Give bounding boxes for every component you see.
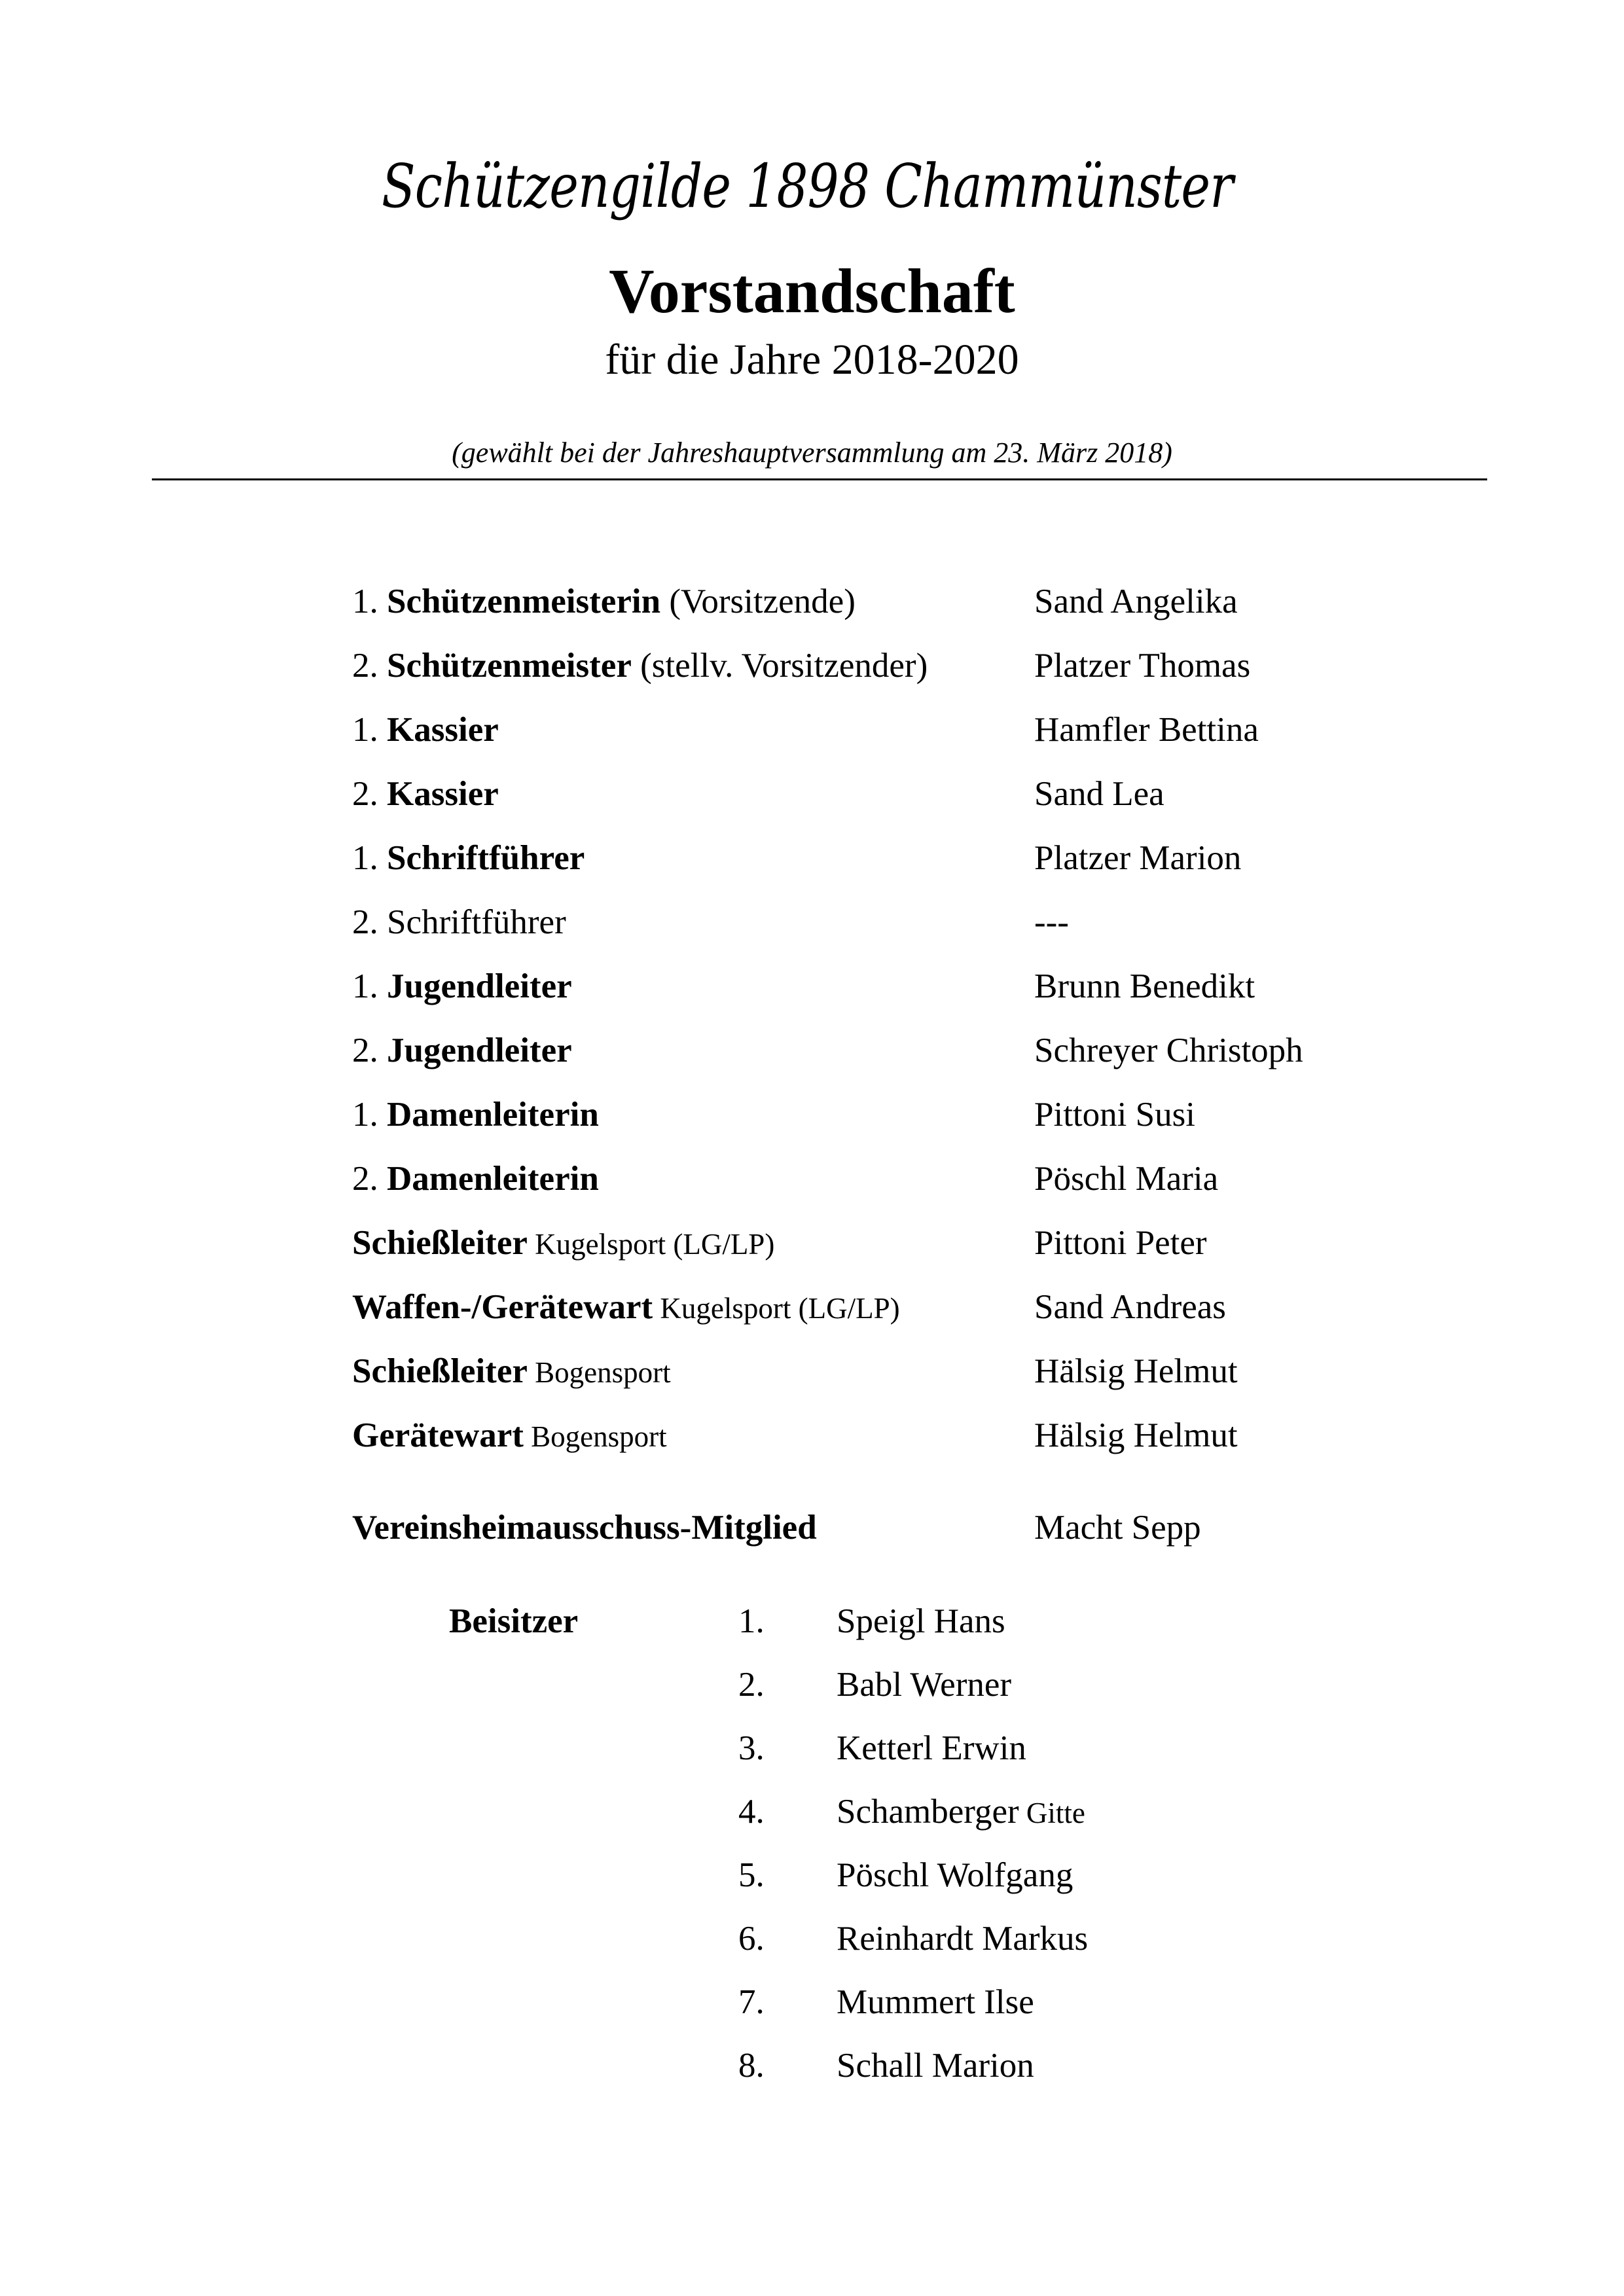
beisitzer-name-suffix: Gitte (1019, 1797, 1085, 1829)
beisitzer-name-main: Ketterl Erwin (837, 1729, 1026, 1767)
role-prefix: 2. (352, 647, 387, 685)
beisitzer-row-7 (738, 1970, 1393, 2034)
role-title: Schützenmeister (387, 647, 632, 685)
club-name: Schützengilde 1898 Chammünster (381, 151, 1233, 221)
board-row-10 (352, 1147, 1399, 1211)
board-row-13 (352, 1339, 1399, 1403)
beisitzer-name (837, 1907, 1088, 1972)
beisitzer-number: 2. (738, 1666, 765, 1704)
role-prefix: 2. (352, 1031, 387, 1069)
role-prefix: 1. (352, 967, 387, 1005)
board-row-7 (352, 954, 1399, 1018)
member-name: Schreyer Christoph (1034, 1031, 1303, 1069)
beisitzer-name-main: Schamberger (837, 1793, 1019, 1831)
board-row-11 (352, 1211, 1399, 1275)
election-note: (gewählt bei der Jahreshauptversammlung am 23. März 2018) (452, 437, 1172, 469)
beisitzer-name-main: Schall Marion (837, 2047, 1034, 2085)
beisitzer-number: 8. (738, 2047, 765, 2085)
beisitzer-label: Beisitzer (449, 1602, 579, 1640)
beisitzer-name-main: Mummert Ilse (837, 1983, 1034, 2021)
role-label (352, 569, 856, 634)
role-detail: Kugelsport (LG/LP) (653, 1292, 900, 1325)
role-title: Schützenmeisterin (387, 583, 661, 620)
board-row-14 (352, 1403, 1399, 1467)
board-row-12 (352, 1275, 1399, 1339)
beisitzer-name-main: Speigl Hans (837, 1602, 1005, 1640)
role-label (352, 1496, 817, 1560)
member-name: Platzer Marion (1034, 839, 1242, 877)
role-prefix: 2. (352, 1160, 387, 1198)
board-row-1 (352, 569, 1399, 634)
board-row-6 (352, 890, 1399, 954)
role-label (352, 1211, 774, 1276)
role-label (352, 1403, 667, 1469)
member-name: --- (1034, 903, 1069, 941)
beisitzer-name (837, 1716, 1026, 1782)
role-title: Kassier (387, 775, 499, 813)
role-title: Schießleiter (352, 1224, 528, 1262)
beisitzer-name (837, 1780, 1085, 1845)
beisitzer-name-main: Babl Werner (837, 1666, 1012, 1704)
role-label (352, 1275, 900, 1340)
role-title: Jugendleiter (387, 1031, 572, 1069)
role-detail: Bogensport (523, 1420, 667, 1453)
board-row-15 (352, 1496, 1399, 1560)
beisitzer-list (738, 1589, 1393, 2097)
beisitzer-number: 6. (738, 1920, 765, 1958)
role-label (352, 954, 572, 1018)
member-name: Platzer Thomas (1034, 647, 1251, 685)
member-name: Pöschl Maria (1034, 1160, 1219, 1198)
role-title: Damenleiterin (387, 1096, 599, 1134)
role-label (352, 762, 499, 826)
beisitzer-number: 3. (738, 1729, 765, 1767)
role-detail: Bogensport (527, 1356, 671, 1389)
member-name: Hälsig Helmut (1034, 1416, 1238, 1454)
board-row-3 (352, 698, 1399, 762)
role-detail: Kugelsport (LG/LP) (527, 1228, 775, 1261)
beisitzer-name (837, 2034, 1034, 2099)
board-row-2 (352, 634, 1399, 698)
beisitzer-row-3 (738, 1716, 1393, 1780)
beisitzer-name (837, 1970, 1034, 2036)
role-label (352, 826, 585, 890)
board-row-9 (352, 1083, 1399, 1147)
member-name: Pittoni Peter (1034, 1224, 1207, 1262)
board-row-8 (352, 1018, 1399, 1083)
role-title: Schießleiter (352, 1352, 528, 1390)
beisitzer-number: 5. (738, 1856, 765, 1894)
member-name: Sand Lea (1034, 775, 1164, 813)
role-title: Jugendleiter (387, 967, 572, 1005)
role-label (352, 890, 566, 954)
page-subtitle: für die Jahre 2018-2020 (605, 336, 1019, 384)
beisitzer-number: 4. (738, 1793, 765, 1831)
role-title: Gerätewart (352, 1416, 524, 1454)
role-prefix: 1. (352, 711, 387, 749)
role-prefix: 1. (352, 1096, 387, 1134)
role-label (352, 1083, 599, 1147)
beisitzer-number: 1. (738, 1602, 765, 1640)
role-label (352, 634, 928, 698)
role-label (352, 1147, 599, 1211)
beisitzer-row-5 (738, 1843, 1393, 1907)
role-label (352, 1339, 671, 1405)
board-row-4 (352, 762, 1399, 826)
role-detail: (Vorsitzende) (660, 583, 856, 620)
member-name: Sand Angelika (1034, 583, 1238, 620)
beisitzer-row-2 (738, 1653, 1393, 1716)
role-title: Damenleiterin (387, 1160, 599, 1198)
board-row-5 (352, 826, 1399, 890)
role-title: Schriftführer (387, 839, 585, 877)
role-title: Kassier (387, 711, 499, 749)
beisitzer-name-main: Reinhardt Markus (837, 1920, 1089, 1958)
beisitzer-name (837, 1589, 1005, 1655)
role-detail: (stellv. Vorsitzender) (631, 647, 928, 685)
beisitzer-row-1 (738, 1589, 1393, 1653)
role-label (352, 1018, 572, 1083)
role-label (352, 698, 499, 762)
board-list (352, 569, 1399, 1560)
member-name: Hälsig Helmut (1034, 1352, 1238, 1390)
member-name: Hamfler Bettina (1034, 711, 1259, 749)
member-name: Sand Andreas (1034, 1288, 1226, 1326)
beisitzer-name (837, 1653, 1011, 1718)
beisitzer-name (837, 1843, 1073, 1909)
role-prefix: 2. (352, 775, 387, 813)
beisitzer-row-4 (738, 1780, 1393, 1843)
beisitzer-name-main: Pöschl Wolfgang (837, 1856, 1074, 1894)
role-title: Vereinsheimausschuss-Mitglied (352, 1509, 817, 1547)
role-prefix: 1. (352, 839, 387, 877)
beisitzer-row-8 (738, 2034, 1393, 2097)
page-title: Vorstandschaft (609, 256, 1015, 326)
role-title: Waffen-/Gerätewart (352, 1288, 653, 1326)
role-prefix: 2. Schriftführer (352, 903, 566, 941)
beisitzer-row-6 (738, 1907, 1393, 1970)
role-prefix: 1. (352, 583, 387, 620)
header-divider (152, 478, 1487, 480)
member-name: Pittoni Susi (1034, 1096, 1195, 1134)
beisitzer-number: 7. (738, 1983, 765, 2021)
member-name: Brunn Benedikt (1034, 967, 1255, 1005)
member-name: Macht Sepp (1034, 1509, 1201, 1547)
